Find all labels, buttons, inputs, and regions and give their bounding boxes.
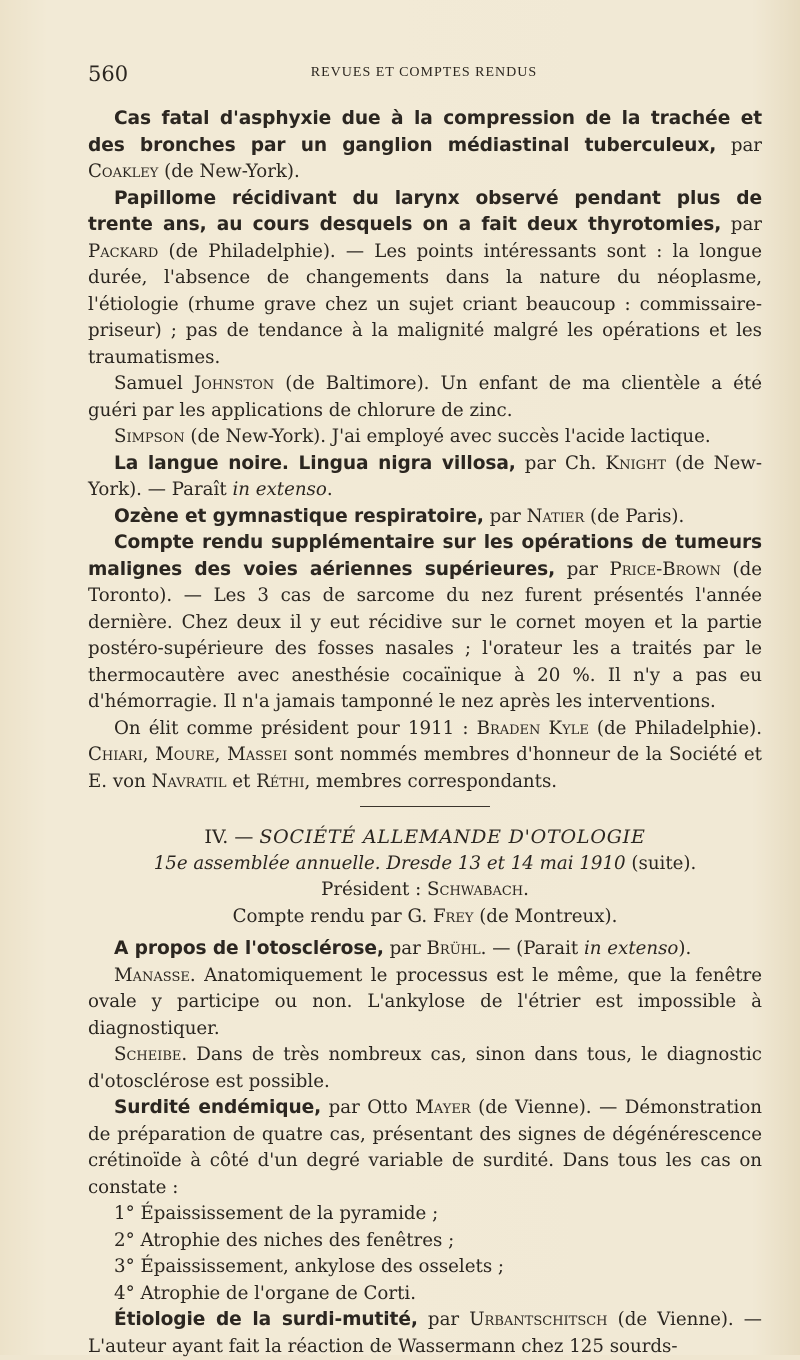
page-body bbox=[88, 106, 762, 1360]
list-item: 2° Atrophie des niches des fenêtres ; bbox=[114, 1229, 455, 1251]
item-text: , bbox=[142, 744, 156, 765]
item-text: . — (Parait bbox=[480, 938, 584, 959]
item-ozene bbox=[88, 504, 762, 531]
meeting-suffix: (suite). bbox=[625, 852, 697, 874]
item-otosclerose bbox=[88, 936, 762, 963]
author-name: Price-Brown bbox=[609, 558, 721, 580]
author-name: Navratil bbox=[151, 770, 227, 792]
item-title: Papillome récidivant du larynx observé pendant plus de trente ans, au cours desquels on a fait deux thyrotomies, bbox=[88, 187, 762, 235]
section-title: SOCIÉTÉ ALLEMANDE D'OTOLOGIE bbox=[259, 826, 646, 848]
item-par: par bbox=[716, 134, 762, 156]
item-par: par Otto bbox=[321, 1097, 416, 1118]
item-simpson bbox=[88, 424, 762, 451]
page-number: 560 bbox=[88, 62, 129, 86]
item-title: Surdité endémique, bbox=[114, 1097, 322, 1118]
author-name: Johnston bbox=[193, 373, 275, 394]
item-election bbox=[88, 716, 762, 796]
item-title: Cas fatal d'asphyxie due à la compression de la trachée et des bronches par un ganglion médiastinal tuberculeux, bbox=[88, 108, 762, 156]
author-name: Manasse bbox=[114, 964, 190, 986]
author-name: Réthi bbox=[256, 770, 305, 792]
author-name: Simpson bbox=[114, 426, 185, 447]
section-number: IV. — bbox=[204, 826, 260, 848]
item-surdite bbox=[88, 1095, 762, 1201]
item-text: . Anatomiquement le processus est le même, que la fenêtre ovale y participe ou non. L'ankylose de l'étrier est impossible à diagnostiquer. bbox=[88, 964, 762, 1039]
item-text: . bbox=[326, 479, 333, 500]
item-samuel bbox=[88, 371, 762, 424]
reporter-name: Frey bbox=[432, 905, 474, 927]
item-text: (de Vienne). — Démonstration de préparation de quatre cas, présentant des signes de dégénérescence crétinoïde à côté d'un degré variable de surdité. Dans tous les cas on constate : bbox=[88, 1097, 762, 1198]
item-title: Compte rendu supplémentaire sur les opérations de tumeurs malignes des voies aériennes supérieures, bbox=[88, 532, 762, 580]
list-item: 3° Épaississement, ankylose des osselets ; bbox=[114, 1256, 505, 1277]
author-name: Mayer bbox=[415, 1097, 471, 1118]
author-name: Brühl bbox=[426, 938, 481, 959]
meeting-info: 15e assemblée annuelle. Dresde 13 et 14 mai 1910 bbox=[153, 852, 626, 874]
item-text: ). bbox=[678, 938, 692, 959]
item-cas-fatal bbox=[88, 106, 762, 186]
author-name: Natier bbox=[526, 505, 585, 527]
item-text: (de New-York). J'ai employé avec succès l'acide lactique. bbox=[184, 426, 711, 447]
item-papillome bbox=[88, 186, 762, 372]
author-name: Scheibe bbox=[114, 1044, 182, 1065]
item-text: Samuel bbox=[114, 373, 194, 394]
item-text: On élit comme président pour 1911 : bbox=[114, 717, 477, 739]
reporter-origin: (de Montreux). bbox=[473, 905, 618, 927]
list-item: 4° Atrophie de l'organe de Corti. bbox=[114, 1282, 416, 1304]
president-name: Schwabach bbox=[427, 879, 524, 900]
item-manasse bbox=[88, 963, 762, 1043]
author-name: Coakley bbox=[88, 161, 159, 182]
author-name: Knight bbox=[605, 452, 666, 474]
item-text: , membres correspondants. bbox=[304, 770, 558, 792]
item-title: A propos de l'otosclérose, bbox=[114, 938, 384, 959]
item-par: par bbox=[555, 558, 610, 580]
president-label: Président : bbox=[321, 879, 428, 900]
item-par: par bbox=[417, 1309, 470, 1330]
item-text: (de New-York). — Paraît bbox=[88, 452, 762, 500]
item-par: par bbox=[721, 214, 762, 235]
item-par: par bbox=[383, 938, 427, 959]
item-text: sont nommés membres d'honneur de la Société et E. von bbox=[88, 744, 762, 792]
item-scheibe bbox=[88, 1042, 762, 1095]
item-text: (de Philadelphie). — Les points intéressants sont : la longue durée, l'absence de changements dans la nature du néoplasme, l'étiologie (rhume grave chez un sujet criant beaucoup : commissaire-priseur) ; pas de tendance à la malignité malgré les opérations et les traumatismes. bbox=[88, 240, 762, 368]
author-name: Moure bbox=[155, 744, 215, 765]
item-title: La langue noire. Lingua nigra villosa, bbox=[114, 452, 516, 474]
item-text: (de New-York). bbox=[158, 161, 300, 182]
item-text: (de Baltimore). Un enfant de ma clientèle a été guéri par les applications de chlorure de zinc. bbox=[88, 373, 763, 421]
item-text: (de Philadelphie). bbox=[588, 717, 762, 739]
item-par: par bbox=[483, 505, 527, 527]
item-par: par Ch. bbox=[515, 452, 606, 474]
section-reporter bbox=[88, 904, 762, 931]
section-heading bbox=[88, 824, 762, 851]
item-compte-rendu bbox=[88, 530, 762, 716]
author-name: Massei bbox=[227, 744, 288, 765]
section-divider bbox=[360, 806, 490, 807]
item-text: . Dans de très nombreux cas, sinon dans tous, le diagnostic d'otosclérose est possible. bbox=[88, 1044, 762, 1092]
item-text: (de Vienne). — L'auteur ayant fait la réaction de Wassermann chez 125 sourds- bbox=[88, 1309, 762, 1357]
running-head: REVUES ET COMPTES RENDUS bbox=[310, 65, 538, 80]
italic-text: in extenso bbox=[232, 479, 327, 500]
author-name: Packard bbox=[88, 240, 159, 262]
report-by-label: Compte rendu par G. bbox=[232, 905, 433, 927]
findings-list bbox=[88, 1201, 762, 1307]
item-text: , bbox=[214, 744, 228, 765]
italic-text: in extenso bbox=[583, 938, 679, 959]
section-president bbox=[88, 877, 762, 904]
page-header bbox=[88, 62, 760, 88]
item-text: et bbox=[226, 770, 257, 792]
item-text: (de Paris). bbox=[584, 505, 685, 527]
list-item: 1° Épaississement de la pyramide ; bbox=[114, 1203, 439, 1224]
author-name: Braden Kyle bbox=[476, 717, 589, 739]
item-etiologie bbox=[88, 1307, 762, 1360]
author-name: Urbantschitsch bbox=[469, 1309, 608, 1330]
item-title: Étiologie de la surdi-mutité, bbox=[114, 1309, 418, 1330]
item-text: (de Toronto). — Les 3 cas de sarcome du nez furent présentés l'année dernière. Chez deux il y eut récidive sur le cornet moyen et la partie postéro-supérieure des fosses nasales ; l'orateur les a traités par le thermocautère avec anesthésie cocaïnique à 20 %. Il n'y a pas eu d'hémorragie. Il n'a jamais tamponné le nez après les interventions. bbox=[88, 558, 762, 712]
item-title: Ozène et gymnastique respiratoire, bbox=[114, 505, 484, 527]
punctuation: . bbox=[523, 879, 529, 900]
author-name: Chiari bbox=[88, 744, 143, 765]
item-langue-noire bbox=[88, 451, 762, 504]
section-subtitle bbox=[88, 851, 762, 878]
